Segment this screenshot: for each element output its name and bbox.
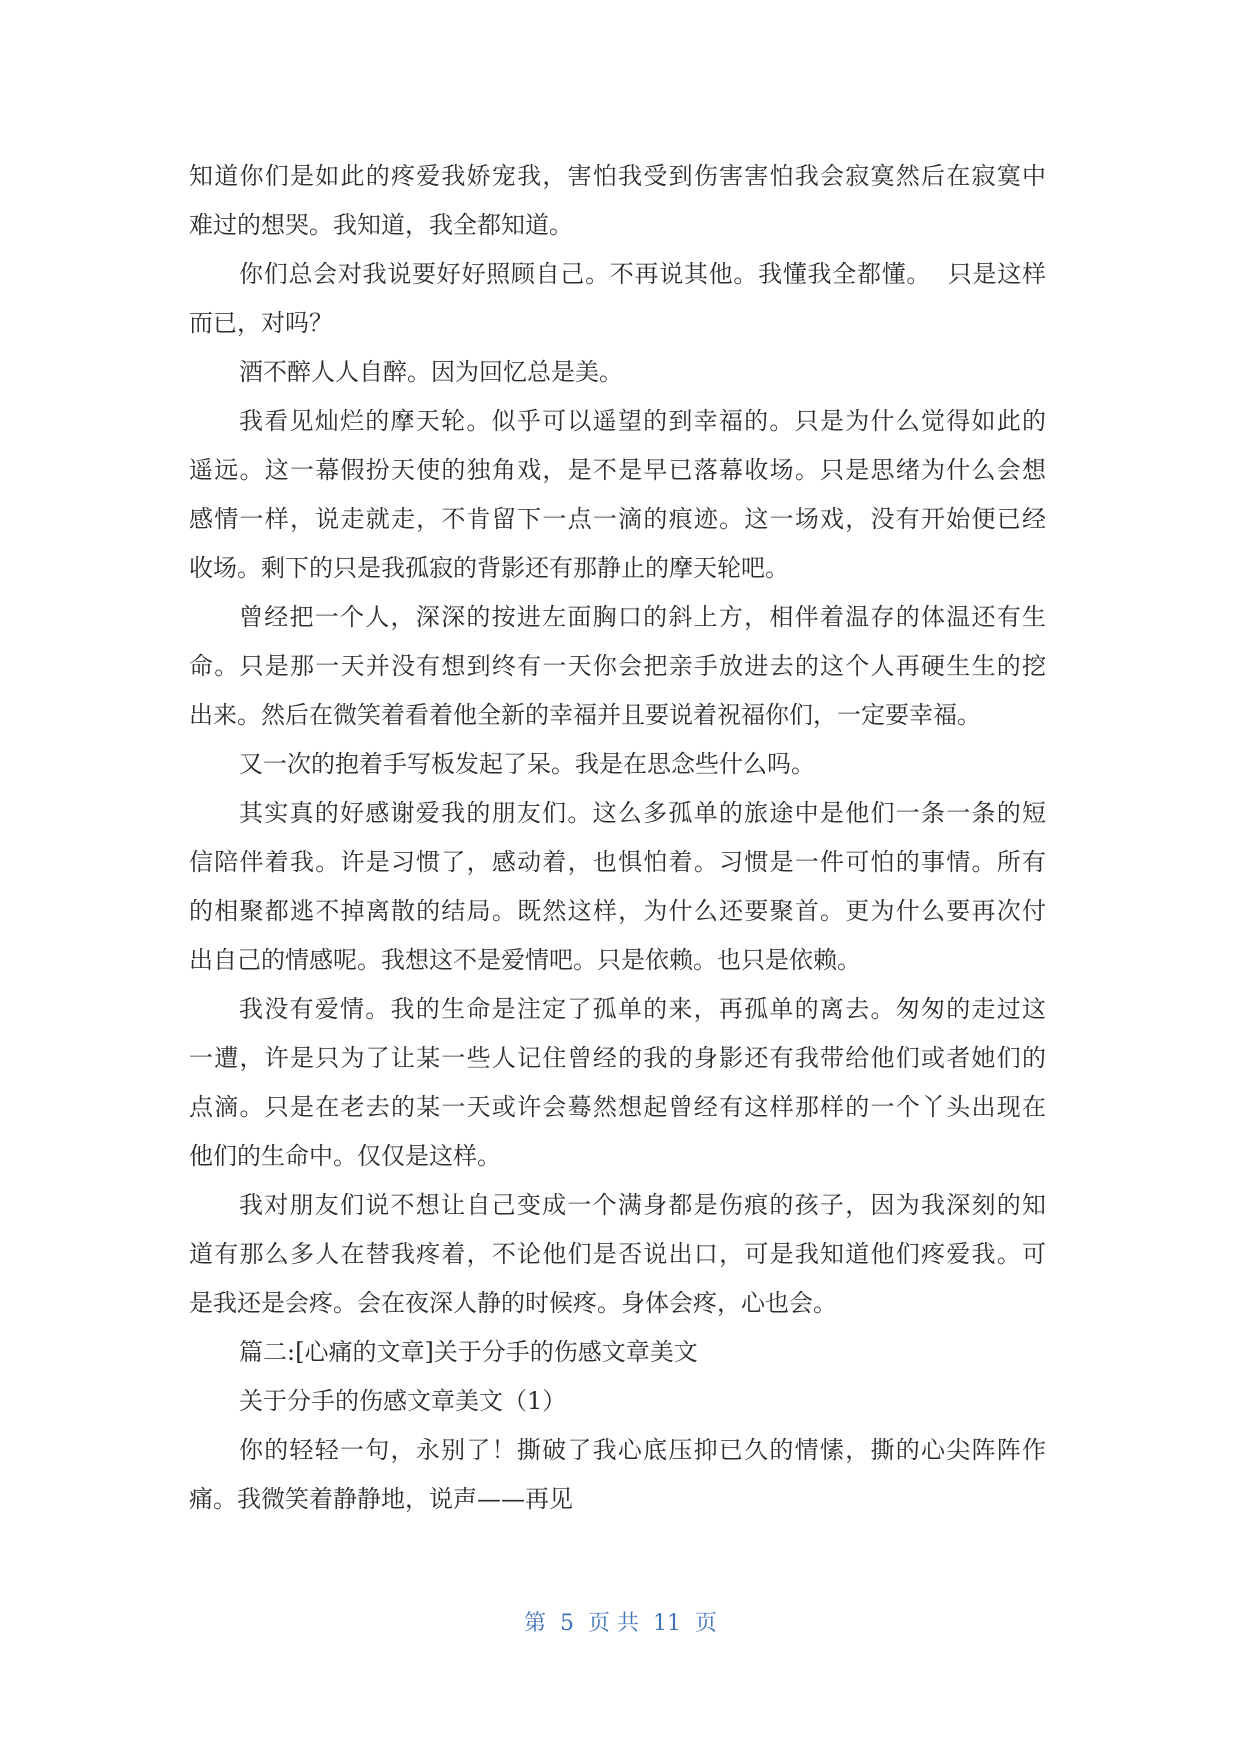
paragraph <box>189 348 1046 397</box>
paragraph <box>189 740 1046 789</box>
article-body <box>189 152 1046 1524</box>
text-line: 酒不醉人人自醉。因为回忆总是美。 <box>239 358 623 386</box>
text-line: 你的轻轻一句，永别了！撕破了我心底压抑已久的情愫，撕的心尖阵阵作 <box>239 1436 1046 1464</box>
text-line: 而已，对吗？ <box>189 309 333 337</box>
text-line: 遥远。这一幕假扮天使的独角戏，是不是早已落幕收场。只是思绪为什么会想 <box>189 456 1046 484</box>
paragraph <box>189 1181 1046 1328</box>
page-number-footer: 第 5 页 共 11 页 <box>524 1611 717 1636</box>
text-line: 道有那么多人在替我疼着，不论他们是否说出口，可是我知道他们疼爱我。可 <box>189 1240 1046 1268</box>
text-line: 知道你们是如此的疼爱我娇宠我，害怕我受到伤害害怕我会寂寞然后在寂寞中 <box>189 162 1046 190</box>
paragraph <box>189 152 1046 250</box>
text-line: 我对朋友们说不想让自己变成一个满身都是伤痕的孩子，因为我深刻的知 <box>239 1191 1046 1219</box>
text-line: 的相聚都逃不掉离散的结局。既然这样，为什么还要聚首。更为什么要再次付 <box>189 897 1046 925</box>
text-line: 他们的生命中。仅仅是这样。 <box>189 1142 501 1170</box>
text-line: 篇二:[心痛的文章]关于分手的伤感文章美文 <box>239 1338 698 1366</box>
paragraph <box>189 985 1046 1181</box>
text-line: 关于分手的伤感文章美文（1） <box>239 1387 567 1415</box>
paragraph <box>189 593 1046 740</box>
paragraph <box>189 1426 1046 1524</box>
text-line: 曾经把一个人，深深的按进左面胸口的斜上方，相伴着温存的体温还有生 <box>239 603 1046 631</box>
text-line: 信陪伴着我。许是习惯了，感动着，也惧怕着。习惯是一件可怕的事情。所有 <box>189 848 1046 876</box>
text-line: 痛。我微笑着静静地，说声——再见 <box>189 1485 573 1513</box>
text-line: 命。只是那一天并没有想到终有一天你会把亲手放进去的这个人再硬生生的挖 <box>189 652 1046 680</box>
text-line: 一遭，许是只为了让某一些人记住曾经的我的身影还有我带给他们或者她们的 <box>189 1044 1046 1072</box>
text-line: 感情一样，说走就走，不肯留下一点一滴的痕迹。这一场戏，没有开始便已经 <box>189 505 1046 533</box>
paragraph <box>189 1377 1046 1426</box>
text-line: 又一次的抱着手写板发起了呆。我是在思念些什么吗。 <box>239 750 815 778</box>
text-line: 我没有爱情。我的生命是注定了孤单的来，再孤单的离去。匆匆的走过这 <box>239 995 1046 1023</box>
paragraph <box>189 789 1046 985</box>
text-line: 点滴。只是在老去的某一天或许会蓦然想起曾经有这样那样的一个丫头出现在 <box>189 1093 1046 1121</box>
paragraph <box>189 397 1046 593</box>
text-line: 难过的想哭。我知道，我全都知道。 <box>189 211 573 239</box>
text-line: 出自己的情感呢。我想这不是爱情吧。只是依赖。也只是依赖。 <box>189 946 861 974</box>
paragraph <box>189 1328 1046 1377</box>
text-line: 收场。剩下的只是我孤寂的背影还有那静止的摩天轮吧。 <box>189 554 789 582</box>
text-line: 你们总会对我说要好好照顾自己。不再说其他。我懂我全都懂。 只是这样 <box>239 260 1046 288</box>
text-line: 我看见灿烂的摩天轮。似乎可以遥望的到幸福的。只是为什么觉得如此的 <box>239 407 1046 435</box>
paragraph <box>189 250 1046 348</box>
text-line: 其实真的好感谢爱我的朋友们。这么多孤单的旅途中是他们一条一条的短 <box>239 799 1046 827</box>
text-line: 出来。然后在微笑着看着他全新的幸福并且要说着祝福你们，一定要幸福。 <box>189 701 981 729</box>
text-line: 是我还是会疼。会在夜深人静的时候疼。身体会疼，心也会。 <box>189 1289 837 1317</box>
